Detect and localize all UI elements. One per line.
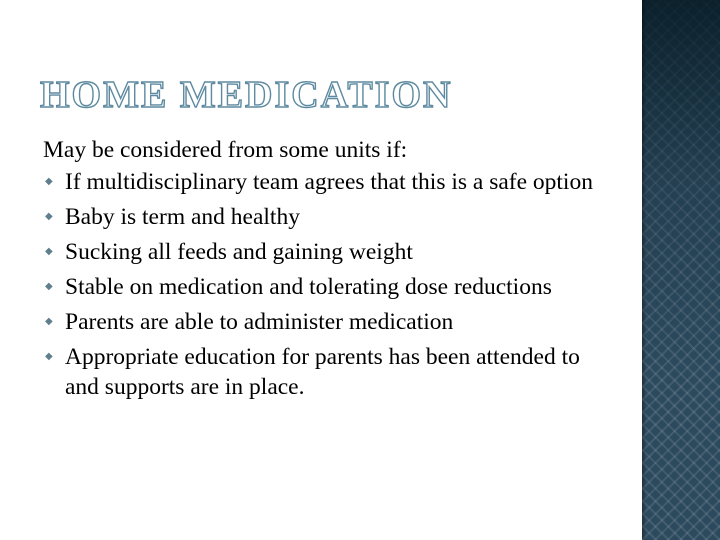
bullet-icon: ◆ xyxy=(45,316,53,327)
bullet-text: Parents are able to administer medication xyxy=(65,309,454,335)
bullet-icon: ◆ xyxy=(45,281,53,292)
list-item xyxy=(43,167,613,197)
list-item xyxy=(43,202,613,232)
slide-body xyxy=(43,135,613,407)
bullet-text: Stable on medication and tolerating dose reductions xyxy=(65,274,552,300)
bullet-icon: ◆ xyxy=(45,211,53,222)
bullet-icon: ◆ xyxy=(45,246,53,257)
bullet-text: Sucking all feeds and gaining weight xyxy=(65,239,413,265)
bullet-icon: ◆ xyxy=(45,351,53,362)
list-item xyxy=(43,272,613,302)
decorative-side-panel xyxy=(642,0,720,540)
bullet-text: If multidisciplinary team agrees that this is a safe option xyxy=(65,169,593,195)
slide-title: HOME MEDICATION xyxy=(40,74,453,116)
intro-text: May be considered from some units if: xyxy=(43,137,408,163)
bullet-text: Appropriate education for parents has been attended to and supports are in place. xyxy=(65,344,580,400)
bullet-text: Baby is term and healthy xyxy=(65,204,300,230)
bullet-list xyxy=(43,167,613,402)
list-item xyxy=(43,237,613,267)
list-item xyxy=(43,342,613,402)
list-item xyxy=(43,307,613,337)
bullet-icon: ◆ xyxy=(45,176,53,187)
